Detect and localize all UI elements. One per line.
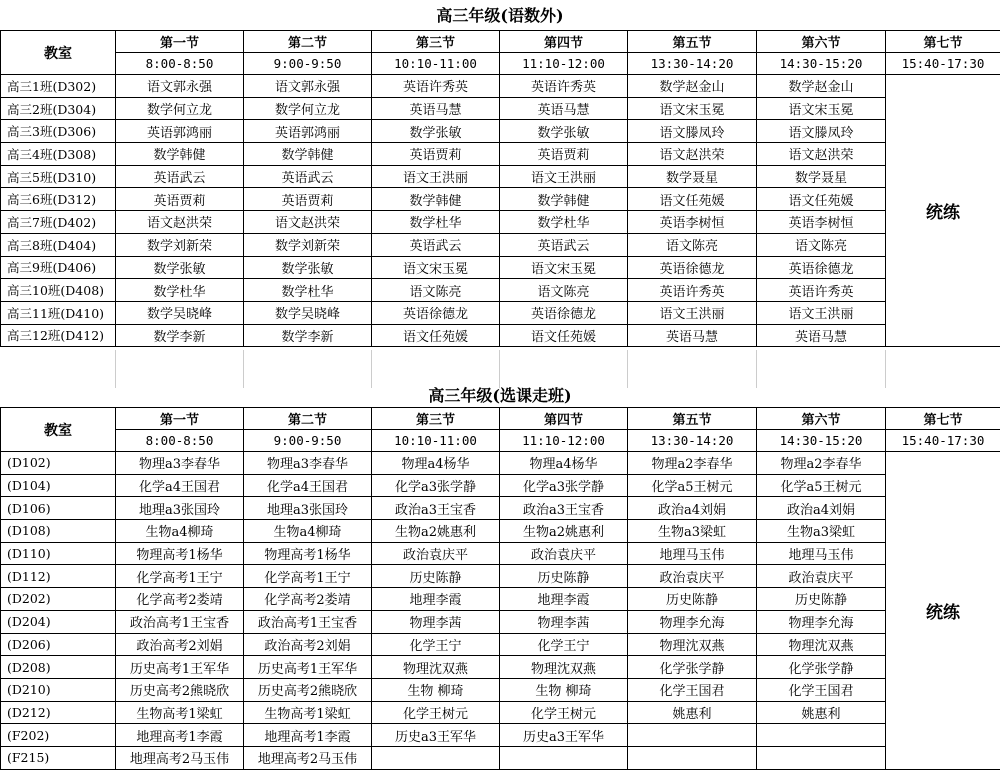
class-cell: 物理a4杨华 [500,452,628,475]
class-cell: 姚惠利 [628,701,757,724]
period-header: 第七节 [886,31,1000,53]
room-label: (D210) [1,678,116,701]
class-cell: 生物a3梁虹 [628,520,757,543]
class-cell: 历史a3王军华 [500,724,628,747]
seventh-period-merged: 统练 [886,452,1000,770]
class-cell: 生物a4柳琦 [244,520,372,543]
table-row [1,324,1000,347]
class-cell: 物理高考1杨华 [116,542,244,565]
class-cell: 英语徐德龙 [757,256,886,279]
class-cell: 化学高考2娄靖 [244,588,372,611]
period-header: 第七节 [886,408,1000,430]
class-cell: 英语许秀英 [628,279,757,302]
class-cell: 生物a4柳琦 [116,520,244,543]
period-header: 第六节 [757,408,886,430]
class-cell: 地理a3张国玲 [116,497,244,520]
class-cell: 地理马玉伟 [757,542,886,565]
class-cell: 物理高考1杨华 [244,542,372,565]
class-cell: 化学a5王树元 [757,474,886,497]
period-header: 第四节 [500,408,628,430]
class-cell: 政治袁庆平 [757,565,886,588]
period-header: 第五节 [628,31,757,53]
class-cell: 化学张学静 [628,656,757,679]
period-time: 9:00-9:50 [244,53,372,75]
class-cell: 数学韩健 [116,143,244,166]
class-cell: 历史高考2熊晓欣 [244,678,372,701]
period-time: 15:40-17:30 [886,430,1000,452]
class-cell: 化学王树元 [372,701,500,724]
class-cell: 化学a4王国君 [244,474,372,497]
class-cell: 化学王树元 [500,701,628,724]
class-cell: 生物 柳琦 [500,678,628,701]
class-cell: 英语郭鸿丽 [244,120,372,143]
period-time: 10:10-11:00 [372,53,500,75]
class-cell: 英语贾莉 [244,188,372,211]
room-label: (D206) [1,633,116,656]
class-cell: 化学王国君 [628,678,757,701]
class-cell: 生物a3梁虹 [757,520,886,543]
class-cell: 政治高考2刘娟 [244,633,372,656]
room-label: (F202) [1,724,116,747]
period-time: 14:30-15:20 [757,53,886,75]
class-cell: 物理李允海 [628,610,757,633]
class-cell: 数学何立龙 [116,97,244,120]
table-row [1,120,1000,143]
class-cell: 语文赵洪荣 [244,211,372,234]
period-header: 第四节 [500,31,628,53]
class-cell [500,746,628,769]
class-cell: 数学张敏 [500,120,628,143]
class-cell: 物理沈双燕 [500,656,628,679]
table-row [1,520,1000,543]
class-cell: 语文赵洪荣 [628,143,757,166]
class-cell: 语文赵洪荣 [757,143,886,166]
class-cell: 政治袁庆平 [628,565,757,588]
period-header: 第三节 [372,408,500,430]
class-cell: 数学何立龙 [244,97,372,120]
class-cell: 语文宋玉冕 [500,256,628,279]
class-cell: 政治高考1王宝香 [116,610,244,633]
room-label: (D108) [1,520,116,543]
table-row [1,97,1000,120]
class-cell: 英语马慧 [500,97,628,120]
class-cell: 地理高考1李霞 [244,724,372,747]
class-cell: 数学张敏 [244,256,372,279]
class-cell: 语文王洪丽 [628,301,757,324]
top-title: 高三年级(语数外) [436,6,564,25]
table-row [1,211,1000,234]
class-cell: 数学吴晓峰 [244,301,372,324]
class-cell: 语文任苑媛 [500,324,628,347]
class-cell: 历史陈静 [757,588,886,611]
spacer [0,350,1000,388]
period-time: 10:10-11:00 [372,430,500,452]
table-row [1,188,1000,211]
class-cell: 语文赵洪荣 [116,211,244,234]
class-cell: 地理高考2马玉伟 [116,746,244,769]
period-header: 第五节 [628,408,757,430]
class-cell: 英语李树恒 [757,211,886,234]
class-cell: 数学李新 [116,324,244,347]
room-label: (D106) [1,497,116,520]
class-cell: 化学高考1王宁 [244,565,372,588]
room-label: (D112) [1,565,116,588]
class-cell: 化学a5王树元 [628,474,757,497]
class-cell: 化学高考2娄靖 [116,588,244,611]
class-cell: 化学a3张学静 [500,474,628,497]
class-cell: 语文王洪丽 [757,301,886,324]
room-label: 高三1班(D302) [1,75,116,98]
class-cell: 物理a2李春华 [628,452,757,475]
class-cell: 数学韩健 [372,188,500,211]
class-cell: 生物a2姚惠利 [500,520,628,543]
class-cell: 数学吴晓峰 [116,301,244,324]
room-label: (D208) [1,656,116,679]
class-cell: 化学a3张学静 [372,474,500,497]
period-time: 11:10-12:00 [500,430,628,452]
class-cell: 政治a4刘娟 [628,497,757,520]
bottom-schedule-table [0,407,1000,770]
class-cell: 物理沈双燕 [628,633,757,656]
table-row [1,452,1000,475]
class-cell: 政治袁庆平 [372,542,500,565]
class-cell: 语文郭永强 [244,75,372,98]
room-label: (D212) [1,701,116,724]
class-cell: 姚惠利 [757,701,886,724]
period-time: 11:10-12:00 [500,53,628,75]
class-cell: 语文任苑媛 [628,188,757,211]
class-cell: 历史高考1王军华 [116,656,244,679]
class-cell: 英语李树恒 [628,211,757,234]
table-row [1,565,1000,588]
table-row [1,724,1000,747]
class-cell: 语文任苑媛 [372,324,500,347]
room-label: 高三12班(D412) [1,324,116,347]
bottom-title: 高三年级(选课走班) [428,386,572,405]
room-label: 高三5班(D310) [1,165,116,188]
class-cell: 语文滕凤玲 [628,120,757,143]
class-cell: 英语徐德龙 [628,256,757,279]
period-header: 第一节 [116,408,244,430]
class-cell: 政治a3王宝香 [372,497,500,520]
class-cell: 政治高考1王宝香 [244,610,372,633]
class-cell: 物理a3李春华 [116,452,244,475]
class-cell: 数学李新 [244,324,372,347]
class-cell: 英语许秀英 [757,279,886,302]
class-cell: 地理李霞 [372,588,500,611]
class-cell: 英语贾莉 [500,143,628,166]
class-cell: 地理李霞 [500,588,628,611]
period-header: 第二节 [244,31,372,53]
class-cell: 政治a3王宝香 [500,497,628,520]
class-cell: 数学聂星 [757,165,886,188]
room-label: 高三3班(D306) [1,120,116,143]
period-header: 第六节 [757,31,886,53]
class-cell: 化学高考1王宁 [116,565,244,588]
class-cell: 政治a4刘娟 [757,497,886,520]
class-cell: 历史高考1王军华 [244,656,372,679]
seventh-period-merged: 统练 [886,75,1000,347]
class-cell: 化学王宁 [500,633,628,656]
table-row [1,678,1000,701]
table-row [1,542,1000,565]
class-cell: 历史陈静 [500,565,628,588]
class-cell: 化学张学静 [757,656,886,679]
table-row [1,75,1000,98]
class-cell: 数学聂星 [628,165,757,188]
table-row [1,165,1000,188]
period-header: 第二节 [244,408,372,430]
class-cell: 物理李茜 [500,610,628,633]
room-label: (D104) [1,474,116,497]
class-cell: 英语贾莉 [372,143,500,166]
period-time: 13:30-14:20 [628,53,757,75]
class-cell: 数学刘新荣 [244,233,372,256]
class-cell: 生物a2姚惠利 [372,520,500,543]
class-cell: 生物 柳琦 [372,678,500,701]
period-time: 8:00-8:50 [116,53,244,75]
class-cell: 数学张敏 [372,120,500,143]
class-cell: 语文郭永强 [116,75,244,98]
class-cell: 历史高考2熊晓欣 [116,678,244,701]
class-cell: 英语武云 [500,233,628,256]
class-cell [757,724,886,747]
room-label: 高三11班(D410) [1,301,116,324]
table-row [1,701,1000,724]
period-time: 15:40-17:30 [886,53,1000,75]
class-cell: 物理a4杨华 [372,452,500,475]
class-cell: 英语徐德龙 [372,301,500,324]
class-cell: 数学赵金山 [628,75,757,98]
table-row [1,279,1000,302]
class-cell: 物理沈双燕 [757,633,886,656]
room-label: 高三7班(D402) [1,211,116,234]
class-cell: 英语马慧 [372,97,500,120]
class-cell: 地理a3张国玲 [244,497,372,520]
room-label: 高三4班(D308) [1,143,116,166]
class-cell [372,746,500,769]
class-cell [628,746,757,769]
class-cell: 生物高考1梁虹 [116,701,244,724]
room-label: 高三2班(D304) [1,97,116,120]
room-label: 高三8班(D404) [1,233,116,256]
table-row [1,746,1000,769]
class-cell: 语文王洪丽 [500,165,628,188]
class-cell: 英语马慧 [757,324,886,347]
class-cell: 英语许秀英 [372,75,500,98]
corner-header: 教室 [1,408,116,452]
class-cell: 物理沈双燕 [372,656,500,679]
class-cell: 语文任苑媛 [757,188,886,211]
class-cell: 化学王国君 [757,678,886,701]
room-label: (D102) [1,452,116,475]
table-row [1,497,1000,520]
class-cell [757,746,886,769]
class-cell: 英语徐德龙 [500,301,628,324]
class-cell: 英语武云 [372,233,500,256]
period-time: 14:30-15:20 [757,430,886,452]
class-cell: 数学赵金山 [757,75,886,98]
class-cell: 语文宋玉冕 [757,97,886,120]
class-cell: 数学杜华 [116,279,244,302]
table-row [1,588,1000,611]
class-cell: 语文王洪丽 [372,165,500,188]
class-cell: 语文陈亮 [628,233,757,256]
room-label: 高三10班(D408) [1,279,116,302]
class-cell: 语文陈亮 [500,279,628,302]
class-cell: 数学张敏 [116,256,244,279]
period-time: 9:00-9:50 [244,430,372,452]
class-cell: 数学杜华 [500,211,628,234]
class-cell: 化学a4王国君 [116,474,244,497]
table-row [1,656,1000,679]
table-row [1,256,1000,279]
class-cell: 历史陈静 [372,565,500,588]
corner-header: 教室 [1,31,116,75]
class-cell: 物理a2李春华 [757,452,886,475]
class-cell: 语文宋玉冕 [372,256,500,279]
class-cell: 历史a3王军华 [372,724,500,747]
class-cell [628,724,757,747]
table-row [1,610,1000,633]
class-cell: 数学韩健 [244,143,372,166]
table-row [1,633,1000,656]
class-cell: 数学刘新荣 [116,233,244,256]
class-cell: 化学王宁 [372,633,500,656]
class-cell: 语文陈亮 [372,279,500,302]
class-cell: 英语武云 [116,165,244,188]
room-label: 高三9班(D406) [1,256,116,279]
class-cell: 数学韩健 [500,188,628,211]
period-time: 13:30-14:20 [628,430,757,452]
table-row [1,301,1000,324]
table-row [1,143,1000,166]
period-header: 第一节 [116,31,244,53]
class-cell: 地理马玉伟 [628,542,757,565]
class-cell: 地理高考1李霞 [116,724,244,747]
top-schedule-table [0,30,1000,347]
class-cell: 政治袁庆平 [500,542,628,565]
class-cell: 英语郭鸿丽 [116,120,244,143]
period-time: 8:00-8:50 [116,430,244,452]
room-label: (D202) [1,588,116,611]
class-cell: 物理李茜 [372,610,500,633]
class-cell: 数学杜华 [244,279,372,302]
class-cell: 英语贾莉 [116,188,244,211]
room-label: (D110) [1,542,116,565]
room-label: (D204) [1,610,116,633]
class-cell: 语文滕凤玲 [757,120,886,143]
table-row [1,233,1000,256]
class-cell: 英语武云 [244,165,372,188]
class-cell: 英语许秀英 [500,75,628,98]
room-label: (F215) [1,746,116,769]
class-cell: 历史陈静 [628,588,757,611]
class-cell: 物理a3李春华 [244,452,372,475]
class-cell: 英语马慧 [628,324,757,347]
class-cell: 语文陈亮 [757,233,886,256]
class-cell: 政治高考2刘娟 [116,633,244,656]
class-cell: 生物高考1梁虹 [244,701,372,724]
class-cell: 地理高考2马玉伟 [244,746,372,769]
class-cell: 物理李允海 [757,610,886,633]
room-label: 高三6班(D312) [1,188,116,211]
class-cell: 语文宋玉冕 [628,97,757,120]
period-header: 第三节 [372,31,500,53]
class-cell: 数学杜华 [372,211,500,234]
table-row [1,474,1000,497]
